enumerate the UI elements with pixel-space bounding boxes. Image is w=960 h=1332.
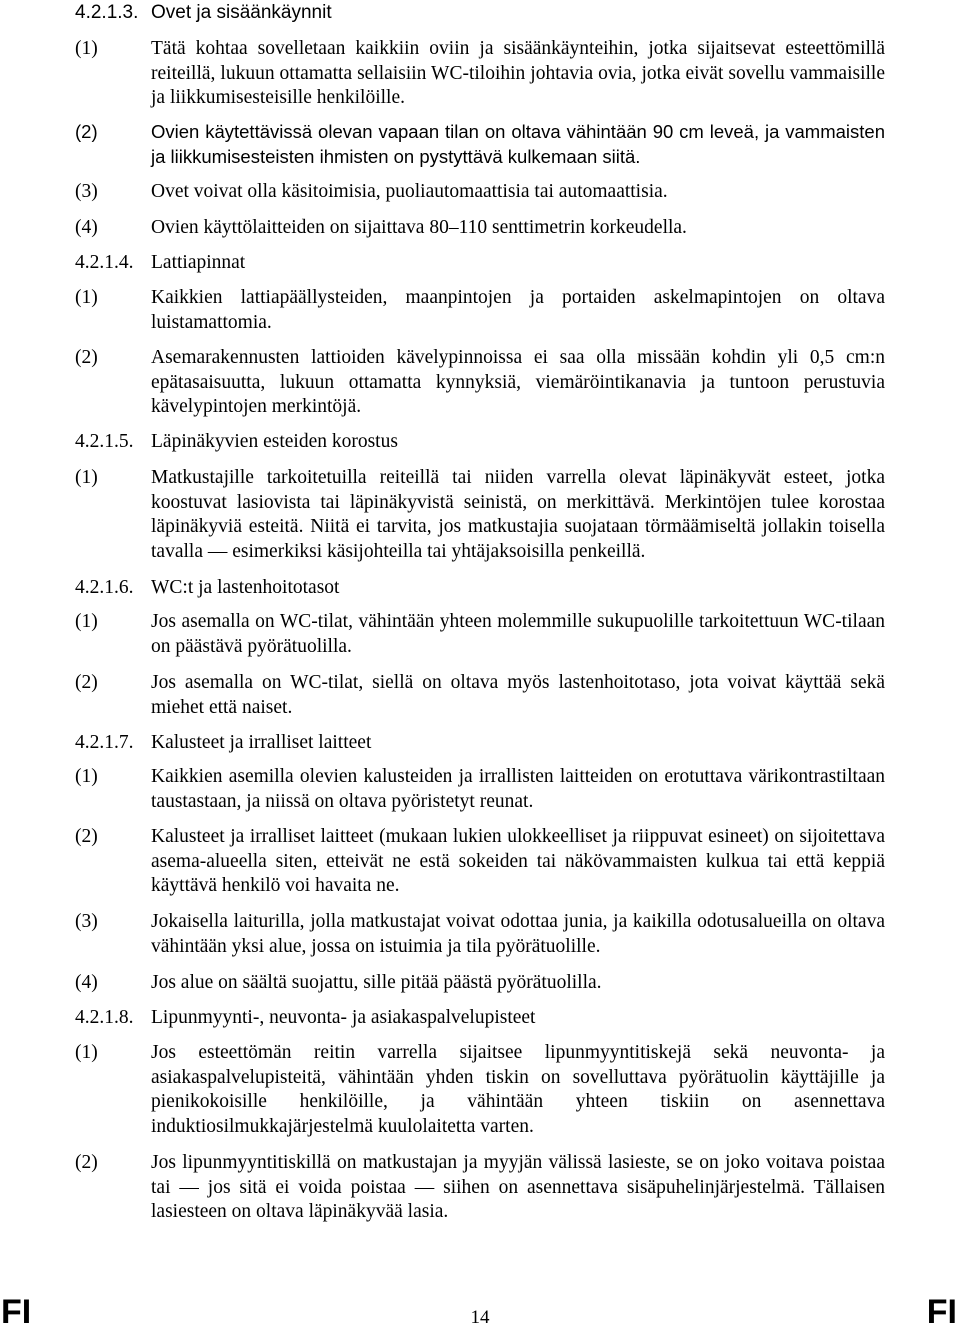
paragraph — [75, 286, 885, 335]
paragraph — [75, 825, 885, 899]
paragraph-number: (2) — [75, 121, 98, 142]
section-title: Läpinäkyvien esteiden korostus — [151, 431, 398, 452]
paragraph-number: (2) — [75, 826, 98, 847]
paragraph-text: Ovet voivat olla käsitoimisia, puoliautomaattisia tai automaattisia. — [151, 181, 668, 202]
paragraph-number: (1) — [75, 611, 98, 632]
section-number: 4.2.1.8. — [75, 1007, 134, 1028]
section-heading — [75, 576, 895, 600]
paragraph — [75, 971, 885, 996]
paragraph-number: (2) — [75, 672, 98, 693]
paragraph-text: Asemarakennusten lattioiden kävelypinnoissa ei saa olla missään kohdin yli 0,5 cm:n epätasaisuutta, lukuun ottamatta kynnyksiä, viemäröintikanavia ja tuntoon perustuvia kävelypintojen merkintöjä. — [151, 347, 885, 417]
section-number: 4.2.1.5. — [75, 431, 134, 452]
paragraph-text: Kaikkien asemilla olevien kalusteiden ja irrallisten laitteiden on erotuttava värikontrastiltaan taustastaan, ja niissä on oltava pyöristetyt reunat. — [151, 766, 885, 812]
paragraph-text: Jos asemalla on WC-tilat, siellä on oltava myös lastenhoitotaso, jota voivat käyttää sekä miehet että naiset. — [151, 672, 885, 718]
paragraph — [75, 346, 885, 420]
section-title: Lipunmyynti-, neuvonta- ja asiakaspalvelupisteet — [151, 1007, 536, 1028]
section-heading — [75, 430, 895, 454]
paragraph-text: Kalusteet ja irralliset laitteet (mukaan lukien ulokkeelliset ja riippuvat esineet) on sijoitettava asema-alueella siten, etteivät ne estä sokeiden tai näkövammaisten kulkua tai että keppiä käyttävä henkilö voi havaita ne. — [151, 826, 885, 896]
paragraph — [75, 1041, 885, 1139]
section-heading — [75, 1006, 895, 1030]
paragraph — [75, 1151, 885, 1225]
section-heading — [75, 251, 895, 275]
paragraph-text: Matkustajille tarkoitetuilla reiteillä tai niiden varrella olevat läpinäkyvät esteet, jotka koostuvat lasiovista tai läpinäkyvistä seinistä, on merkittävä. Merkintöjen tulee korostaa läpinäkyviä esteitä. Niitä ei tarvita, jos matkustajia suojataan törmäämiseltä jollakin toisella tavalla — esimerkiksi käsijohteilla tai yhtäjaksoisilla penkeillä. — [151, 467, 885, 562]
page-number: 14 — [470, 1307, 490, 1328]
paragraph — [75, 910, 885, 959]
paragraph — [75, 180, 885, 205]
paragraph-number: (1) — [75, 38, 98, 59]
section-title: Ovet ja sisäänkäynnit — [151, 2, 332, 23]
paragraph-number: (1) — [75, 287, 98, 308]
paragraph-text: Kaikkien lattiapäällysteiden, maanpintojen ja portaiden askelmapintojen on oltava luistamattomia. — [151, 287, 885, 333]
section-heading — [75, 731, 895, 755]
paragraph — [75, 466, 885, 564]
paragraph-text: Ovien käytettävissä olevan vapaan tilan on oltava vähintään 90 cm leveä, ja vammaisten ja liikkumisesteisten ihmisten on pystyttävä kulkemaan siitä. — [151, 121, 885, 167]
paragraph — [75, 37, 885, 111]
paragraph-number: (4) — [75, 972, 98, 993]
section-title: WC:t ja lastenhoitotasot — [151, 577, 340, 598]
paragraph — [75, 671, 885, 720]
section-number: 4.2.1.7. — [75, 732, 134, 753]
paragraph — [75, 765, 885, 814]
section-number: 4.2.1.4. — [75, 252, 134, 273]
paragraph-text: Jos asemalla on WC-tilat, vähintään yhteen molemmille sukupuolille tarkoitettuun WC-tilaan on päästävä pyörätuolilla. — [151, 611, 885, 657]
paragraph-number: (3) — [75, 181, 98, 202]
paragraph-text: Jos lipunmyyntitiskillä on matkustajan ja myyjän välissä lasieste, se on joko voitava poistaa tai — jos sitä ei voida poistaa — siihen on asennettava sisäpuhelinjärjestelmä. Tällaisen lasiesteen on oltava läpinäkyvää lasia. — [151, 1152, 885, 1222]
paragraph-text: Tätä kohtaa sovelletaan kaikkiin oviin ja sisäänkäynteihin, jotka sijaitsevat esteettömillä reiteillä, lukuun ottamatta sellaisiin WC-tiloihin johtavia ovia, jotka eivät sovellu vammaisille ja liikkumisesteisille henkilöille. — [151, 38, 885, 108]
paragraph-number: (2) — [75, 347, 98, 368]
paragraph — [75, 216, 885, 241]
paragraph — [75, 120, 885, 169]
paragraph-number: (1) — [75, 467, 98, 488]
section-number: 4.2.1.3. — [75, 2, 139, 23]
paragraph-number: (1) — [75, 1042, 98, 1063]
paragraph-number: (4) — [75, 217, 98, 238]
paragraph-number: (1) — [75, 766, 98, 787]
footer-language-code-left: FI — [1, 1293, 32, 1331]
footer-language-code-right: FI — [926, 1293, 957, 1331]
paragraph-text: Jos esteettömän reitin varrella sijaitsee lipunmyyntitiskejä sekä neuvonta- ja asiakaspalvelupisteitä, vähintään yhden tiskin on sovelluttava pyörätuolin käyttäjille ja pienikokoisille henkilöille, ja vähintään yhteen tiskiin on asennettava induktiosilmukkajärjestelmä kuulolaitetta varten. — [151, 1042, 885, 1137]
section-title: Lattiapinnat — [151, 252, 246, 273]
section-heading — [75, 1, 895, 25]
paragraph-number: (3) — [75, 911, 98, 932]
paragraph-text: Ovien käyttölaitteiden on sijaittava 80–110 senttimetrin korkeudella. — [151, 217, 687, 238]
paragraph-text: Jokaisella laiturilla, jolla matkustajat voivat odottaa junia, ja kaikilla odotusalueilla on oltava vähintään yksi alue, jossa on istuimia ja tila pyörätuolille. — [151, 911, 885, 957]
paragraph-text: Jos alue on säältä suojattu, sille pitää päästä pyörätuolilla. — [151, 972, 602, 993]
paragraph-number: (2) — [75, 1152, 98, 1173]
section-title: Kalusteet ja irralliset laitteet — [151, 732, 372, 753]
paragraph — [75, 610, 885, 659]
section-number: 4.2.1.6. — [75, 577, 134, 598]
